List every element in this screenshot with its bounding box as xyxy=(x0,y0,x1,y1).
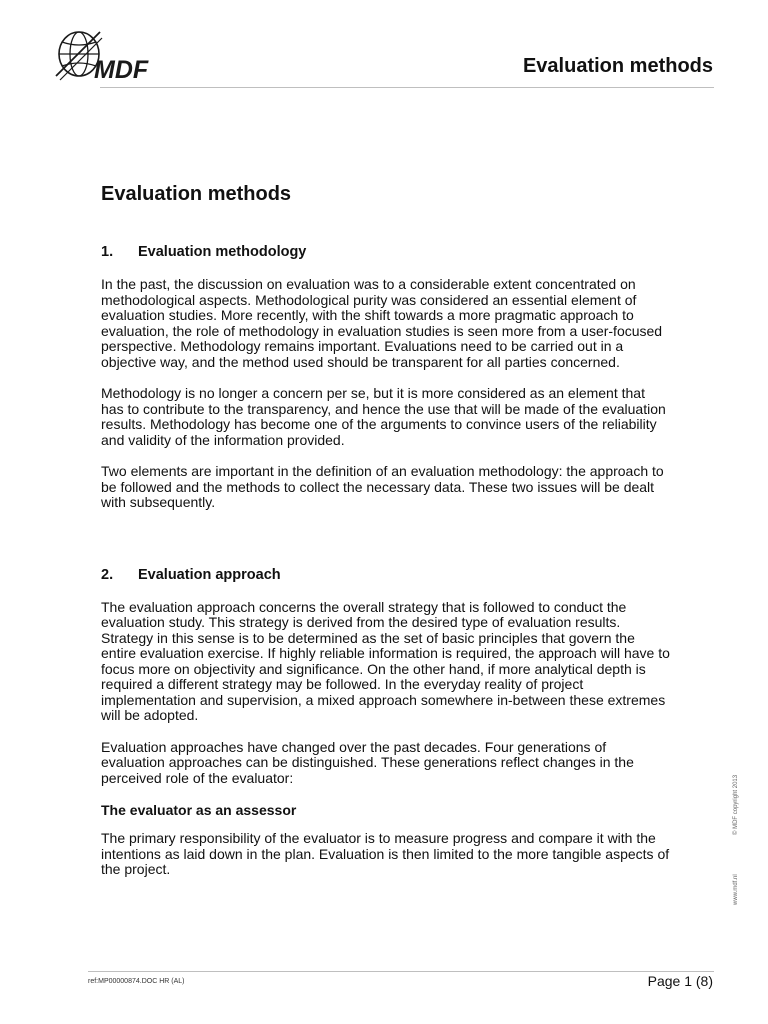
logo-text: MDF xyxy=(94,56,149,84)
header-divider xyxy=(100,87,714,88)
footer-divider xyxy=(88,971,714,972)
section-number: 1. xyxy=(101,244,114,260)
paragraph: The evaluation approach concerns the overall strategy that is followed to conduct the evaluation study. This strategy is derived from the desired type of evaluation results. Strategy in this sense is to be determined as the set of basic principles that govern the entire evaluation exercise. If highly reliable information is required, the approach will have to focus more on objectivity and significance. On the other hand, if more analytical depth is required a different strategy may be followed. In the everyday reality of project implementation and supervision, a mixed approach somewhere in-between these extremes will be adopted. xyxy=(101,598,670,723)
document-body xyxy=(101,183,671,894)
section-number: 2. xyxy=(101,566,114,583)
paragraph: Evaluation approaches have changed over the past decades. Four generations of evaluation approaches can be distinguished. These generations reflect changes in the perceived role of the evaluator: xyxy=(101,738,634,786)
mdf-logo xyxy=(54,28,164,90)
paragraph: Two elements are important in the definition of an evaluation methodology: the approach to be followed and the methods to collect the necessary data. These two issues will be dealt with subsequently. xyxy=(101,463,664,510)
document-title: Evaluation methods xyxy=(101,183,292,205)
header-title: Evaluation methods xyxy=(522,55,713,77)
paragraph: The primary responsibility of the evaluator is to measure progress and compare it with the intentions as laid down in the plan. Evaluation is then limited to the more tangible aspects of the project. xyxy=(101,830,670,877)
copyright-note: © MDF copyright 2013 xyxy=(733,774,739,835)
section-title: Evaluation methodology xyxy=(138,244,307,260)
section-heading xyxy=(101,567,671,583)
section-spacer xyxy=(101,527,671,567)
website-note: www.mdf.nl xyxy=(733,874,739,905)
document-reference: ref:MP00000874.DOC HR (AL) xyxy=(88,978,185,985)
section-title: Evaluation approach xyxy=(138,566,281,583)
section-heading xyxy=(101,244,671,260)
subsection-heading: The evaluator as an assessor xyxy=(101,802,297,818)
page-number: Page 1 (8) xyxy=(647,973,713,989)
paragraph: Methodology is no longer a concern per se, but it is more considered as an element that has to contribute to the transparency, and hence the use that will be made of the evaluation results. Methodology has become one of the arguments to convince users of the reliability and validity of the information provided. xyxy=(101,385,666,448)
paragraph: In the past, the discussion on evaluation was to a considerable extent concentrated on methodological aspects. Methodological purity was considered an essential element of evaluation studies. More recently, with the shift towards a more pragmatic approach to evaluation, the role of methodology in evaluation studies is seen more from a user-focused perspective. Methodology remains important. Evaluations need to be carried out in a objective way, and the method used should be transparent for all parties concerned. xyxy=(101,276,663,370)
